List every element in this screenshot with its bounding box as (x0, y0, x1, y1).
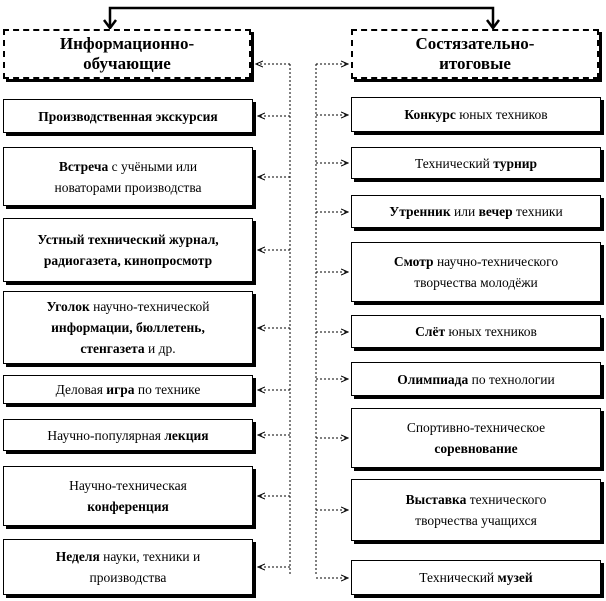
left-item-7-text: Научно-техническая (69, 478, 187, 493)
right-item-8-text: технического (466, 492, 547, 507)
left-item-8-text: Неделя (55, 549, 100, 564)
right-item-9-text: музей (497, 570, 533, 585)
left-item-3-text: Устный технический журнал, (37, 232, 219, 247)
right-item-2-text: турнир (493, 155, 538, 171)
right-item-4-text: научно-технического (433, 254, 559, 269)
right-item-9-text: Технический (419, 570, 498, 585)
right-item-8-text: Выставка (405, 492, 467, 507)
right-item-3-text: Утренник (389, 204, 451, 219)
right-item-7-text: Спортивно-техническое (406, 420, 546, 435)
left-item-6-text: Научно-популярная (47, 427, 165, 443)
right-item-4-text: творчества молодёжи (414, 275, 538, 290)
right-item-2-text: Технический (414, 155, 494, 171)
right-item-4 (351, 242, 601, 302)
left-item-2-text: Встреча (58, 158, 109, 174)
left-item-7-text: конференция (87, 499, 169, 514)
right-item-1-text: Конкурс (404, 107, 456, 122)
right-item-8-text: творчества учащихся (415, 513, 537, 528)
right-item-5 (351, 315, 601, 348)
header-left-line1: Информационно- (59, 34, 195, 53)
left-item-6-text: лекция (164, 427, 209, 443)
left-item-5-text: Деловая (55, 382, 107, 397)
right-item-4-text: Смотр (393, 254, 434, 269)
right-item-9 (351, 560, 601, 595)
left-item-7 (3, 466, 253, 526)
left-item-4-text: научно-технической (89, 299, 210, 314)
left-item-2-text: с учёными или (108, 158, 198, 174)
right-item-3 (351, 195, 601, 228)
left-item-5-text: игра (106, 382, 135, 397)
header-right-line2: итоговые (439, 54, 511, 73)
right-item-6-text: Олимпиада (397, 371, 469, 387)
left-item-4-text: стенгазета (80, 341, 145, 356)
left-item-2 (3, 147, 253, 206)
right-item-3-text: техники (512, 204, 563, 219)
right-item-5-text: Слёт (415, 324, 446, 339)
right-item-2 (351, 147, 601, 179)
left-item-5-text: по технике (134, 382, 201, 397)
left-item-5 (3, 375, 253, 404)
left-item-4-text: информации, бюллетень, (51, 320, 205, 335)
left-item-4-text: и др. (144, 341, 176, 356)
right-item-5-text: юных техников (445, 324, 537, 339)
right-item-7 (351, 408, 601, 468)
left-item-6 (3, 419, 253, 451)
left-item-3 (3, 218, 253, 282)
right-item-3-text: или (450, 204, 479, 219)
left-item-8 (3, 539, 253, 595)
right-item-8 (351, 479, 601, 541)
top-bracket (110, 8, 493, 28)
left-item-4-text: Уголок (46, 299, 90, 314)
left-item-8-text: науки, техники и (99, 549, 201, 564)
header-competitive-final (351, 29, 599, 79)
header-right-line1: Состязательно- (415, 34, 535, 53)
right-item-7-text: соревнование (434, 441, 518, 456)
left-item-8-text: производства (89, 570, 167, 585)
right-item-6-text: по технологии (468, 371, 555, 387)
right-item-3-text: вечер (478, 204, 513, 219)
header-left-line2: обучающие (83, 54, 171, 73)
header-informational-educational (3, 29, 251, 79)
left-item-1-text: Производственная экскурсия (38, 108, 218, 124)
left-item-2-text: новаторами производства (54, 179, 202, 195)
left-item-4 (3, 291, 253, 364)
right-item-6 (351, 362, 601, 396)
left-item-3-text: радиогазета, кинопросмотр (43, 253, 213, 268)
left-item-1 (3, 99, 253, 133)
right-item-1-text: юных техников (455, 107, 548, 122)
right-item-1 (351, 97, 601, 132)
